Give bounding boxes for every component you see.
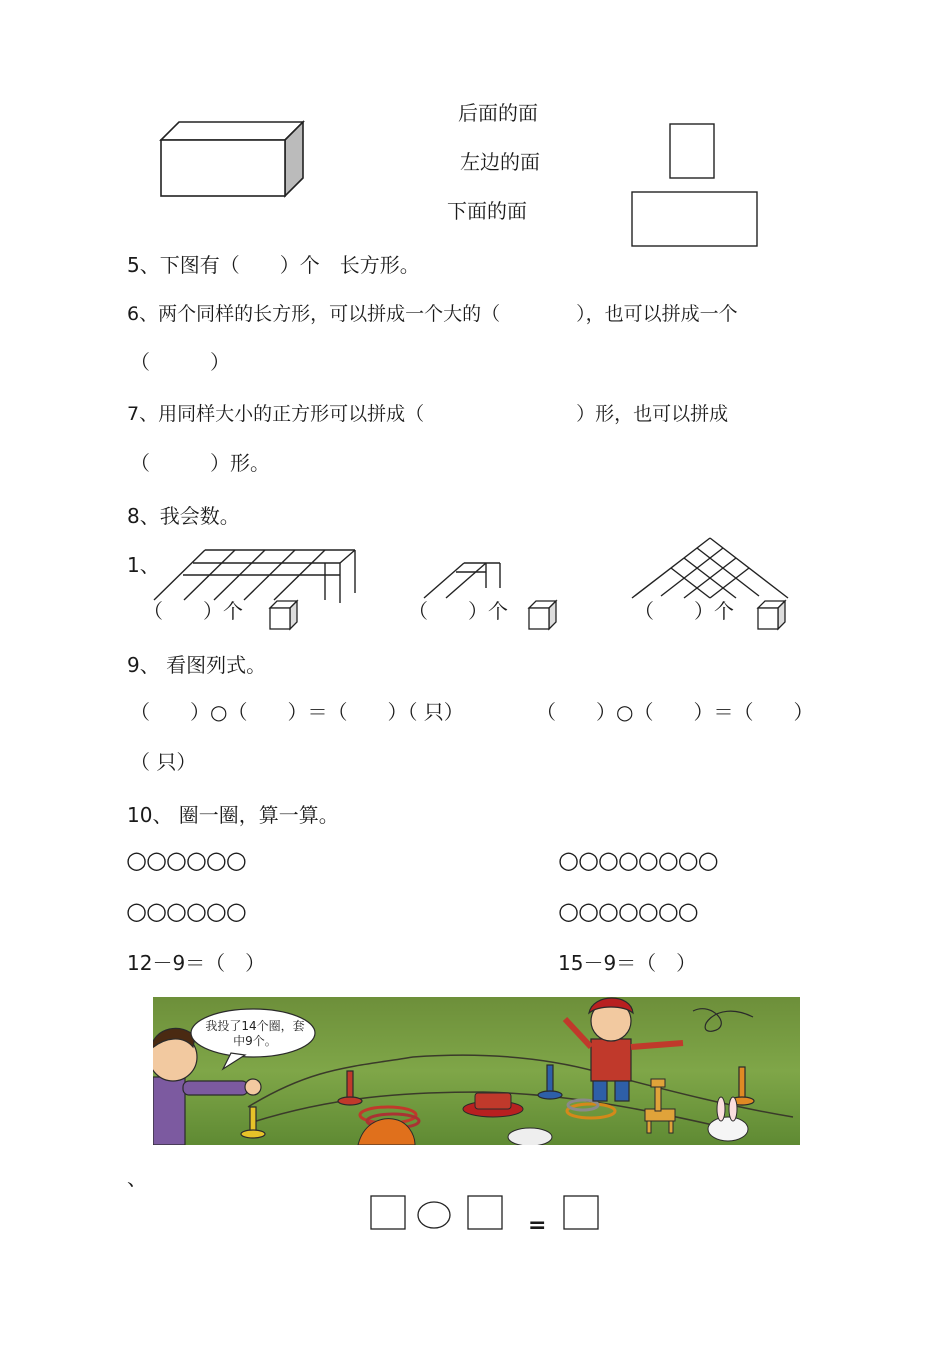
speech-bubble-text: 我投了14个圈，套中9个。	[205, 1019, 305, 1048]
cuboid-figure	[155, 118, 310, 203]
count-figure-2	[420, 558, 505, 603]
circle-row-left-2: ○○○○○○	[126, 897, 246, 925]
circle-row-left-1: ○○○○○○	[126, 846, 246, 874]
ring-toss-illustration	[153, 997, 800, 1145]
question-8-sub: 1、	[127, 553, 160, 577]
cube-icon	[527, 598, 559, 632]
final-mark: 、	[127, 1166, 147, 1190]
question-10-equation-right: 15－9＝（ ）	[558, 951, 697, 975]
count-blank-3: （ ）个	[634, 599, 734, 623]
question-7-line2: （ ）形。	[130, 451, 270, 475]
count-figure-3	[628, 536, 793, 601]
cube-icon	[756, 598, 788, 632]
question-6-line2: （ ）	[130, 350, 230, 374]
count-blank-1: （ ）个	[143, 599, 243, 623]
count-blank-2: （ ）个	[408, 599, 508, 623]
question-6-line1: 6、两个同样的长方形，可以拼成一个大的（ ），也可以拼成一个	[127, 303, 738, 325]
count-figure-1	[150, 545, 365, 605]
answer-boxes	[368, 1192, 603, 1234]
question-9-equation-right: （ ）○（ ）＝（ ）	[536, 700, 814, 724]
question-10-equation-left: 12－9＝（ ）	[127, 951, 266, 975]
question-9-equation-left: （ ）○（ ）＝（ ）（ 只）	[130, 700, 464, 724]
final-equals-sign: =	[528, 1213, 547, 1238]
question-10-title: 10、 圈一圈，算一算。	[127, 803, 339, 827]
question-9-title: 9、 看图列式。	[127, 653, 267, 677]
circle-row-right-2: ○○○○○○○	[558, 897, 698, 925]
face-label-back: 后面的面	[458, 101, 538, 125]
face-label-left: 左边的面	[460, 150, 540, 174]
cube-icon	[268, 598, 300, 632]
question-5: 5、下图有（ ）个 长方形。	[127, 253, 420, 277]
question-9-unit: （ 只）	[130, 750, 197, 774]
circle-row-right-1: ○○○○○○○○	[558, 846, 718, 874]
question-7-line1: 7、用同样大小的正方形可以拼成（ ）形，也可以拼成	[127, 403, 729, 425]
question-8-title: 8、我会数。	[127, 504, 240, 528]
face-label-bottom: 下面的面	[447, 199, 527, 223]
face-shapes	[628, 120, 763, 250]
